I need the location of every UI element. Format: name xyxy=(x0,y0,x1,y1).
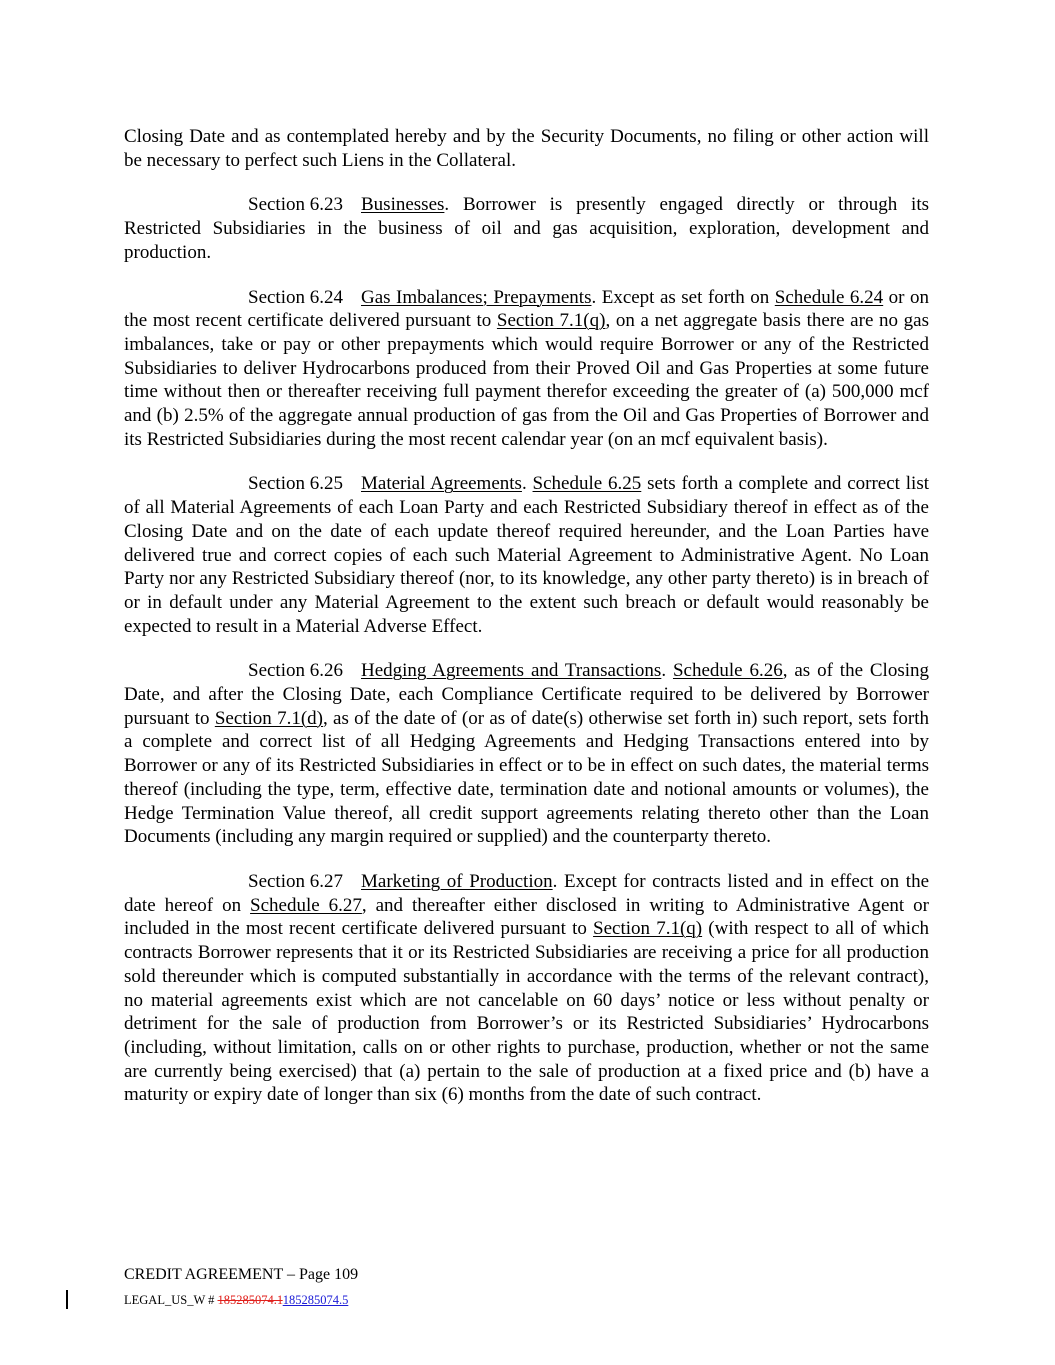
section-number: Section 6.26 xyxy=(248,660,343,682)
section-6-24 xyxy=(124,286,929,452)
schedule-reference: Schedule 6.26 xyxy=(672,660,783,682)
revision-change-bar xyxy=(66,1290,68,1309)
section-title: Material Agreements xyxy=(361,473,522,495)
section-text: . xyxy=(444,194,450,216)
footer-page-label: CREDIT AGREEMENT – Page 109 xyxy=(124,1266,359,1283)
section-text: , and thereafter either disclosed in writing to Administrative Agent or included in the most recent certificate delivered pursuant to xyxy=(124,894,929,940)
section-reference: Section 7.1(q) xyxy=(496,310,606,332)
section-text: sets forth a complete and correct list of all Material Agreements of each Loan Party and each Restricted Subsidiary thereof in effect as of the Closing Date and on the date of each update thereof required hereunder, and the Loan Parties have delivered true and correct copies of each such Material Agreement to Administrative Agent. No Loan Party nor any Restricted Subsidiary thereof (nor, to its knowledge, any other party thereto) is in breach of or in default under any Material Agreement to the extent such breach or default would reasonably be expected to result in a Material Adverse Effect. xyxy=(124,473,930,637)
section-number: Section 6.25 xyxy=(248,473,343,495)
section-6-27 xyxy=(124,870,929,1107)
section-title: Hedging Agreements and Transactions xyxy=(361,660,662,682)
section-title: Marketing of Production xyxy=(361,870,553,892)
section-text: . Except for contracts listed and in effect on the date hereof on xyxy=(124,870,929,916)
section-text: . Except as set forth on xyxy=(591,286,775,308)
doc-number-prefix: LEGAL_US_W # xyxy=(124,1293,218,1307)
section-text: Borrower is presently engaged directly or through its Restricted Subsidiaries in the business of oil and gas acquisition, exploration, development and production. xyxy=(124,194,929,263)
deleted-doc-number: 185285074.1 xyxy=(217,1293,283,1307)
section-number: Section 6.23 xyxy=(248,194,343,216)
section-6-23 xyxy=(124,193,929,264)
section-text: or on the most recent certificate delivered pursuant to xyxy=(124,286,929,332)
section-text: , on a net aggregate basis there are no gas imbalances, take or pay or other prepayments which would require Borrower or any of the Restricted Subsidiaries to deliver Hydrocarbons produced from their Proved Oil and Gas Properties at some future time without then or thereafter receiving full payment therefor exceeding the greater of (a) 500,000 mcf and (b) 2.5% of the aggregate annual production of gas from the Oil and Gas Properties of Borrower and its Restricted Subsidiaries during the most recent calendar year (on an mcf equivalent basis). xyxy=(124,310,929,450)
schedule-reference: Schedule 6.25 xyxy=(532,473,642,495)
section-text: , as of the Closing Date, and after the Closing Date, each Compliance Certificate required to be delivered by Borrower pursuant to xyxy=(124,660,930,729)
section-text: . xyxy=(521,473,533,495)
section-6-25 xyxy=(124,472,929,638)
section-title: Gas Imbalances; Prepayments xyxy=(361,286,592,308)
section-number: Section 6.27 xyxy=(248,870,343,892)
intro-paragraph xyxy=(124,125,929,172)
section-text: (with respect to all of which contracts Borrower represents that it or its Restricted Subsidiaries are receiving a price for all production sold thereunder which is computed substantially in accordance with the terms of the relevant contract), no material agreements exist which are not cancelable on 60 days’ notice or less without penalty or detriment for the sale of production from Borrower’s or its Restricted Subsidiaries’ Hydrocarbons (including, without limitation, calls on or other rights to purchase, production, whether or not the same are currently being exercised) that (a) pertain to the sale of production at a fixed price and (b) have a maturity or expiry date of longer than six (6) months from the date of such contract. xyxy=(124,918,929,1106)
document-body xyxy=(124,125,929,1128)
schedule-reference: Schedule 6.24 xyxy=(774,286,884,308)
section-6-26 xyxy=(124,659,929,849)
intro-text: Closing Date and as contemplated hereby and by the Security Documents, no filing or other action will be necessary to perfect such Liens in the Collateral. xyxy=(124,126,929,171)
section-reference: Section 7.1(d) xyxy=(214,707,324,729)
schedule-reference: Schedule 6.27 xyxy=(250,894,362,916)
section-number: Section 6.24 xyxy=(248,286,343,308)
footer-document-number xyxy=(124,1292,348,1308)
inserted-doc-number: 185285074.5 xyxy=(282,1293,349,1307)
section-text: . xyxy=(661,660,673,682)
section-reference: Section 7.1(q) xyxy=(593,918,703,940)
section-text: , as of the date of (or as of date(s) otherwise set forth in) such report, sets forth a complete and correct list of all Hedging Agreements and Hedging Transactions entered into by Borrower or any of its Restricted Subsidiaries in effect or to be in effect on such dates, the material terms thereof (including the type, term, effective date, termination date and notional amounts or volumes), the Hedge Termination Value thereof, all credit support agreements relating thereto other than the Loan Documents (including any margin required or supplied) and the counterparty thereto. xyxy=(124,707,930,848)
section-title: Businesses xyxy=(361,194,445,216)
